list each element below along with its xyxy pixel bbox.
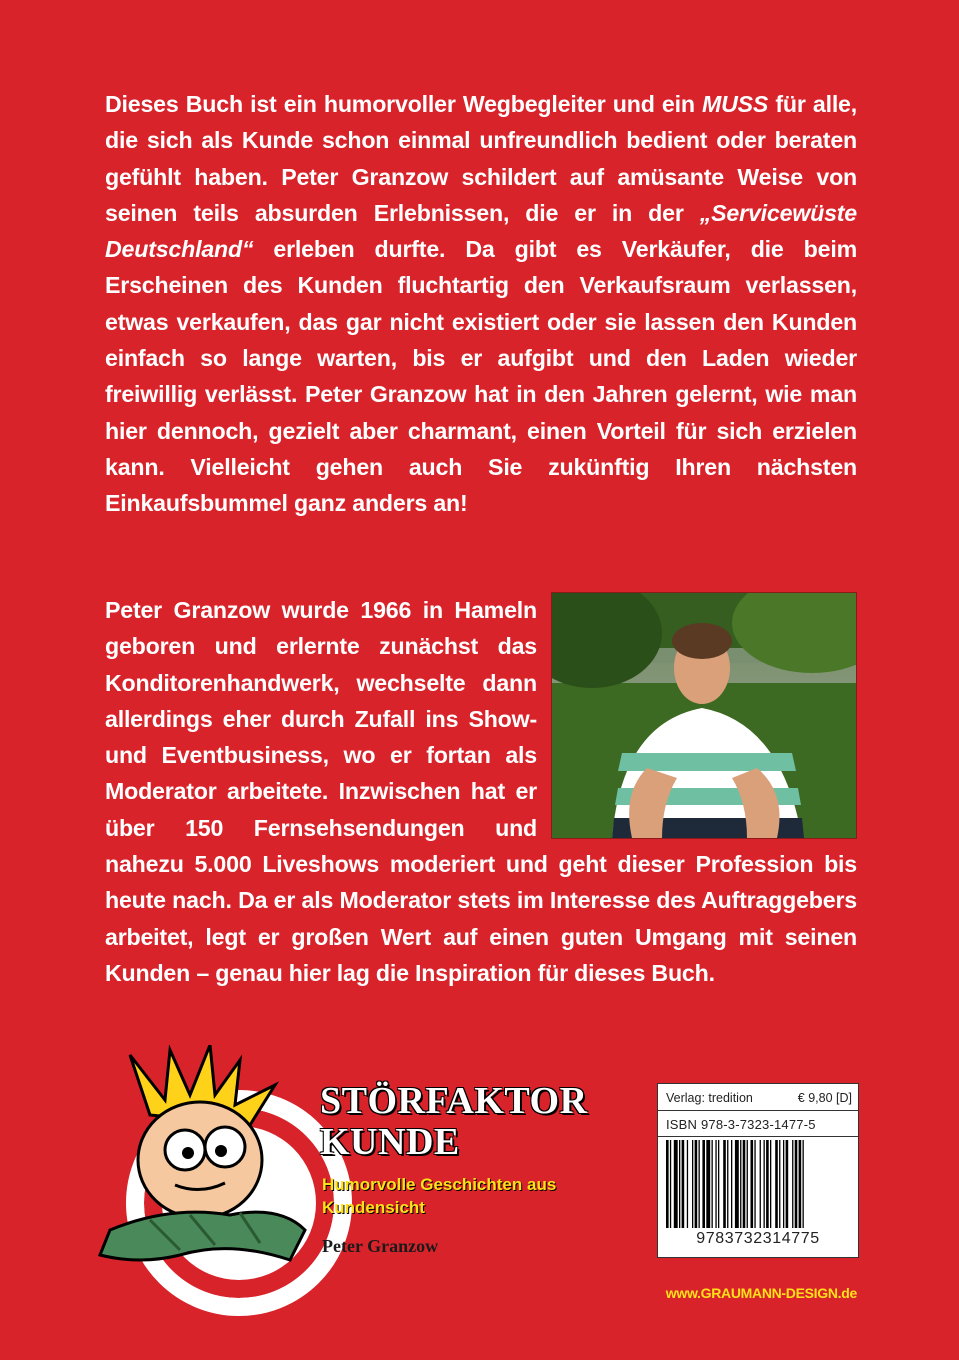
barcode-bar (754, 1140, 755, 1228)
barcode-bar (674, 1140, 678, 1228)
barcode-bar (723, 1140, 726, 1228)
price-label: € 9,80 [D] (797, 1091, 852, 1105)
barcode-bar (760, 1140, 761, 1228)
barcode-bar (786, 1140, 789, 1228)
barcode-bar (718, 1140, 719, 1228)
author-bio-text: Peter Granzow wurde 1966 in Hameln geboren und erlernte zunächst das Konditorenhandwerk, wechselte dann allerdings eher durch Zufall ins Show- und Eventbusiness, wo er fortan als Moderator arbeitete. Inzwischen hat er über 150 Fernsehsendungen und nahezu 5.000 Liveshows moderiert und geht dieser Profession bis heute nach. Da er als Moderator stets im Interesse des Auftraggebers arbeitet, legt er großen Wert auf einen guten Umgang mit seinen Kunden – genau hier lag die Inspiration für dieses Buch. (105, 597, 857, 986)
barcode-bar (803, 1140, 804, 1228)
barcode-bar (699, 1140, 700, 1228)
barcode-bar (727, 1140, 728, 1228)
barcode-bar (687, 1140, 688, 1228)
blurb-quote: „Servicewüste Deutschland“ (105, 199, 857, 263)
barcode-bar (702, 1140, 705, 1228)
barcode-digits: 9783732314775 (696, 1230, 820, 1247)
barcode-bar (731, 1140, 732, 1228)
barcode-bar (747, 1140, 748, 1228)
barcode-bar (751, 1140, 754, 1228)
barcode-divider-2 (658, 1136, 858, 1137)
barcode-bar (695, 1140, 698, 1228)
blurb-text-2: für alle, die sich als Kunde schon einmal unfreundlich bedient oder beraten gefühlt haben. Peter Granzow schildert auf amüsante Weise von seinen teils absurden Erlebnissen, die er in der (105, 91, 857, 226)
book-subtitle: Humorvolle Geschichten aus Kundensicht (322, 1175, 557, 1217)
barcode-bar (682, 1140, 685, 1228)
blurb-emphasis: MUSS (701, 91, 769, 117)
barcode-bar (799, 1140, 802, 1228)
blurb-text-1: Dieses Buch ist ein humorvoller Wegbegleiter und ein (105, 91, 702, 117)
barcode-bar (715, 1140, 716, 1228)
barcode-bar (795, 1140, 798, 1228)
barcode-bar (743, 1140, 746, 1228)
barcode-bar (712, 1140, 713, 1228)
barcode-bar (670, 1140, 671, 1228)
barcode-bar (792, 1140, 793, 1228)
barcode-bar (783, 1140, 784, 1228)
barcode-divider-1 (658, 1110, 858, 1111)
barcode-bar (666, 1140, 669, 1228)
isbn-label: ISBN 978-3-7323-1477-5 (666, 1117, 816, 1132)
barcode-bar (679, 1140, 680, 1228)
publisher-label: Verlag: tredition (666, 1091, 753, 1105)
designer-website: www.GRAUMANN-DESIGN.de (665, 1285, 857, 1301)
cartoon-character-illustration (90, 1045, 340, 1295)
barcode-bar (735, 1140, 739, 1228)
book-title-line1: STÖRFAKTOR (320, 1080, 588, 1122)
book-title-line2: KUNDE (320, 1121, 460, 1163)
author-name: Peter Granzow (322, 1236, 439, 1256)
barcode-bar (770, 1140, 771, 1228)
barcode-bar (779, 1140, 780, 1228)
barcode-bar (740, 1140, 741, 1228)
publisher-price-row (666, 1091, 852, 1105)
barcode-bars (664, 1140, 850, 1228)
barcode-bar (775, 1140, 778, 1228)
barcode-bar (706, 1140, 710, 1228)
barcode-box (657, 1083, 859, 1258)
barcode-bar (692, 1140, 693, 1228)
book-blurb (105, 86, 857, 522)
barcode-bar (764, 1140, 765, 1228)
barcode-bar (766, 1140, 769, 1228)
author-bio (105, 592, 857, 991)
photo-spacer (537, 592, 857, 842)
blurb-text-3: erleben durfte. Da gibt es Verkäufer, die beim Erscheinen des Kunden fluchtartig den Verkaufsraum verlassen, etwas verkaufen, das gar nicht existiert oder sie lassen den Kunden einfach so lange warten, bis er aufgibt und den Laden wieder freiwillig verlässt. Peter Granzow hat in den Jahren gelernt, wie man hier dennoch, gezielt aber charmant, einen Vorteil für sich erzielen kann. Vielleicht gehen auch Sie zukünftig Ihren nächsten Einkaufsbummel ganz anders an! (105, 236, 857, 517)
